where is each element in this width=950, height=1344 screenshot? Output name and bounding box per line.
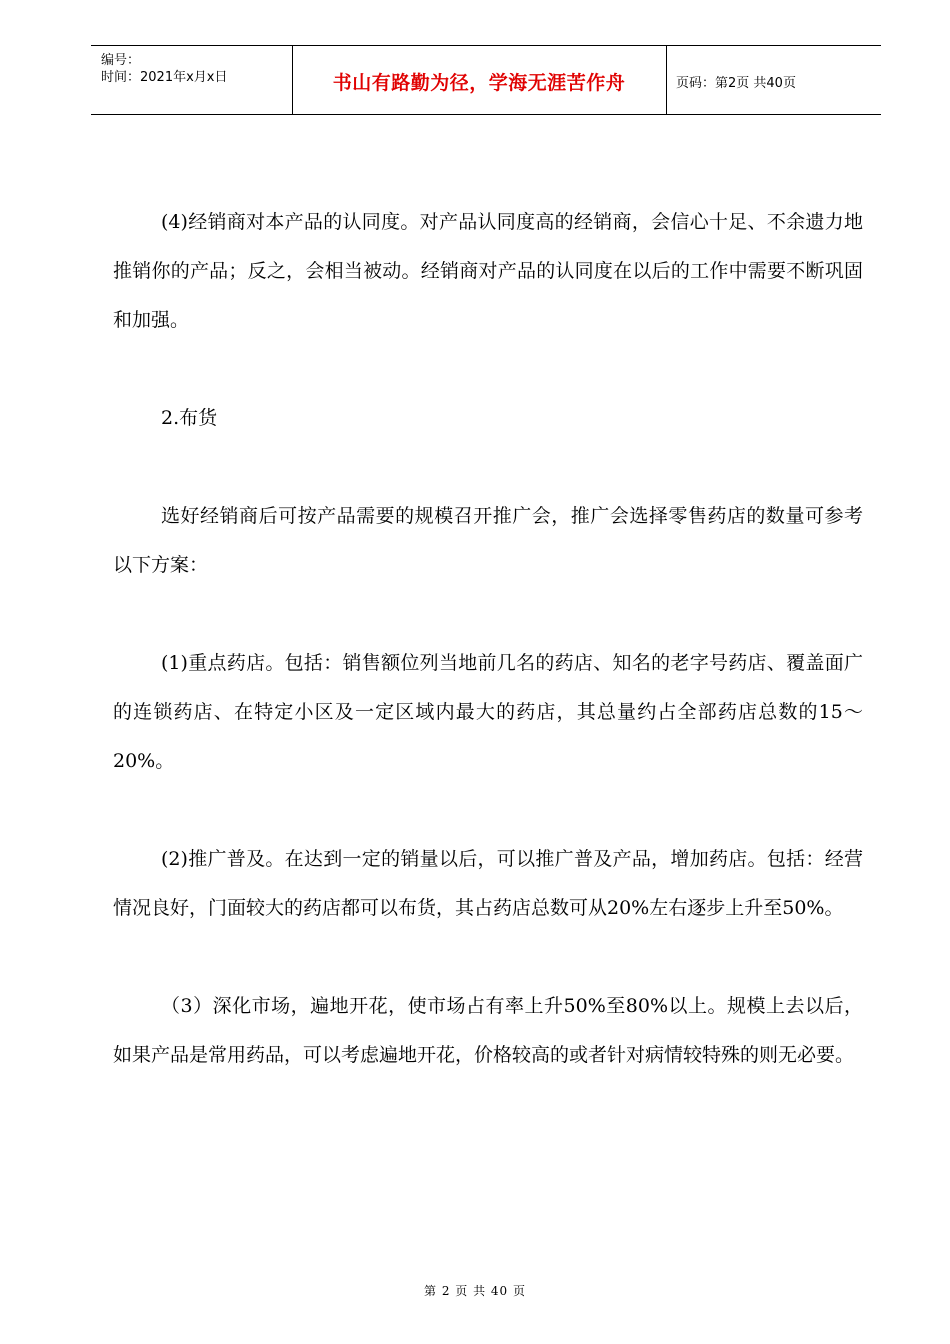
header-divider-right — [666, 46, 667, 114]
header-motto: 书山有路勤为径，学海无涯苦作舟 — [332, 72, 626, 94]
page-header — [91, 45, 881, 115]
document-number-label: 编号： — [101, 53, 141, 68]
paragraph-promotion-intro: 选好经销商后可按产品需要的规模召开推广会，推广会选择零售药店的数量可参考以下方案： — [113, 505, 863, 576]
paragraph-dealer-recognition: (4)经销商对本产品的认同度。对产品认同度高的经销商，会信心十足、不余遗力地推销你的产品；反之，会相当被动。经销商对产品的认同度在以后的工作中需要不断巩固和加强。 — [113, 211, 863, 331]
paragraph-promotion-spread: (2)推广普及。在达到一定的销量以后，可以推广普及产品，增加药店。包括：经营情况良好，门面较大的药店都可以布货，其占药店总数可从20%左右逐步上升至50%。 — [113, 848, 863, 919]
header-page-info: 页码：第2页 共40页 — [676, 76, 796, 91]
document-body — [113, 198, 863, 1129]
paragraph-market-deepening: （3）深化市场，遍地开花，使市场占有率上升50%至80%以上。规模上去以后，如果产品是常用药品，可以考虑遍地开花，价格较高的或者针对病情较特殊的则无必要。 — [113, 995, 863, 1066]
paragraph-key-pharmacies: (1)重点药店。包括：销售额位列当地前几名的药店、知名的老字号药店、覆盖面广的连锁药店、在特定小区及一定区域内最大的药店，其总量约占全部药店总数的15～20%。 — [113, 652, 863, 772]
page-footer: 第 2 页 共 40 页 — [424, 1284, 526, 1298]
header-meta — [101, 52, 227, 86]
document-time-label: 时间：2021年x月x日 — [101, 70, 228, 85]
section-heading-distribution: 2.布货 — [161, 407, 218, 429]
